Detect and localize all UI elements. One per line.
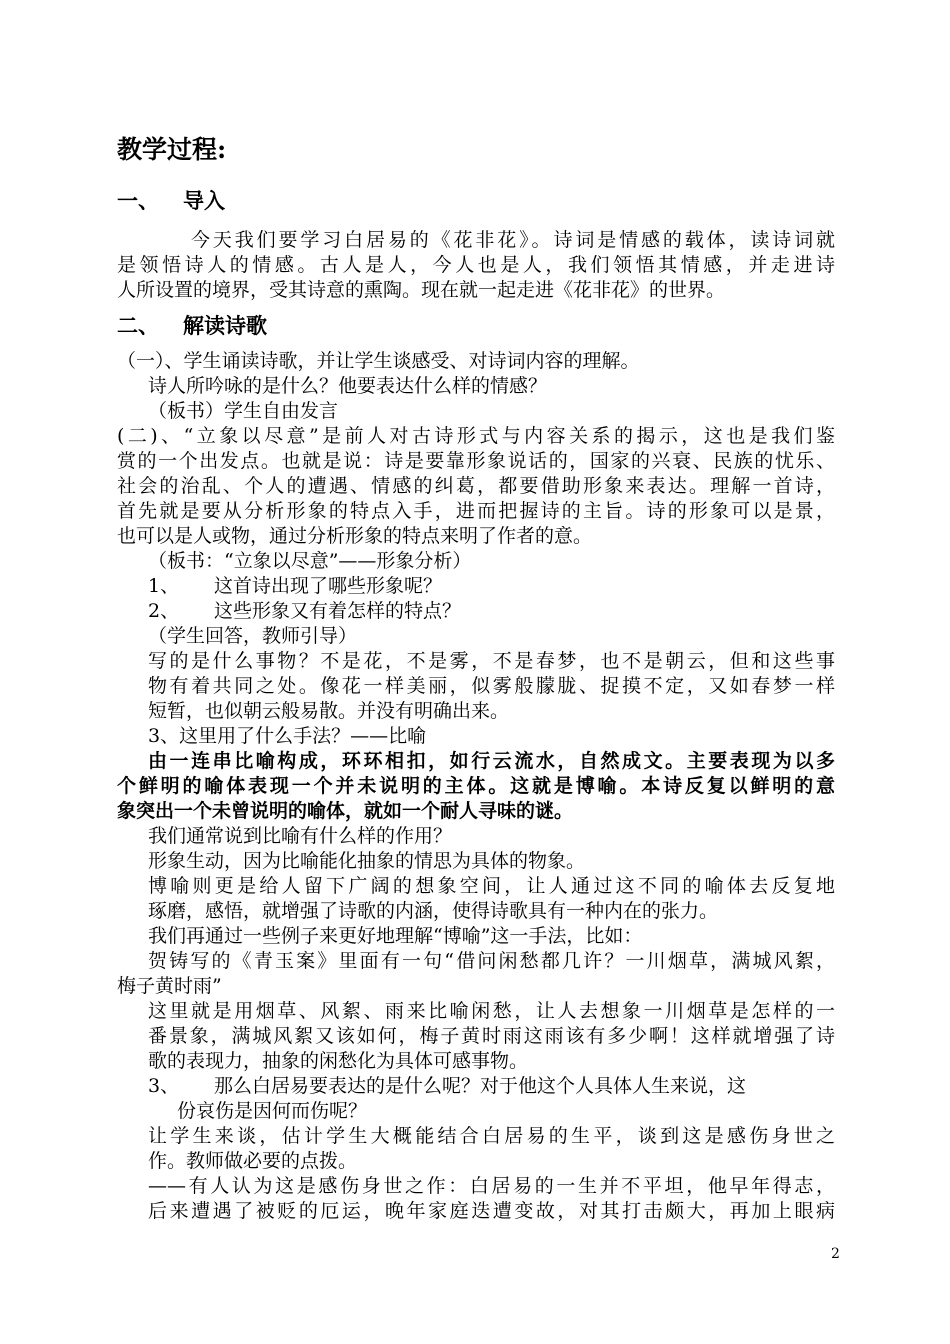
paragraph-line: 也可以是人或物，通过分析形象的特点来明了作者的意。 xyxy=(117,525,593,547)
paragraph-line: 赏的一个出发点。也就是说：诗是要靠形象说话的，国家的兴衰、民族的忧乐、 xyxy=(117,450,835,472)
section-title: 导入 xyxy=(183,188,225,213)
paragraph-line: 这里就是用烟草、风絮、雨来比喻闲愁，让人去想象一川烟草是怎样的一 xyxy=(148,1000,835,1022)
bold-paragraph-line: 象突出一个未曾说明的喻体，就如一个耐人寻味的谜。 xyxy=(117,800,574,822)
section-heading-intro xyxy=(117,186,225,216)
paragraph-line: 份哀伤是因何而伤呢？ xyxy=(177,1100,368,1122)
item-number: 1、 xyxy=(148,575,180,597)
paragraph-line: 形象生动，因为比喻能化抽象的情思为具体的物象。 xyxy=(148,850,586,872)
question-item-1 xyxy=(148,574,442,599)
bold-paragraph-line: 由一连串比喻构成，环环相扣，如行云流水，自然成文。主要表现为以多 xyxy=(148,750,835,772)
section-number: 一、 xyxy=(117,188,159,213)
intro-line-3: 人所设置的境界，受其诗意的熏陶。现在就一起走进《花非花》的世界。 xyxy=(117,279,726,301)
section-heading-reading xyxy=(117,311,267,341)
paragraph-line: （板书：“立象以尽意”——形象分析） xyxy=(148,550,472,572)
intro-line-2: 是领悟诗人的情感。古人是人，今人也是人，我们领悟其情感，并走进诗 xyxy=(117,254,835,276)
paragraph-line: 让学生来谈，估计学生大概能结合白居易的生平，谈到这是感伤身世之 xyxy=(148,1125,835,1147)
paragraph-line: 物有着共同之处。像花一样美丽，似雾般朦胧、捉摸不定，又如春梦一样 xyxy=(148,675,835,697)
item-number: 3、 xyxy=(148,1075,180,1097)
bold-paragraph-line: 个鲜明的喻体表现一个并未说明的主体。这就是博喻。本诗反复以鲜明的意 xyxy=(117,775,835,797)
intro-line-1: 今天我们要学习白居易的《花非花》。诗词是情感的载体，读诗词就 xyxy=(191,229,835,251)
paragraph-line: 琢磨，感悟，就增强了诗歌的内涵，使得诗歌具有一种内在的张力。 xyxy=(148,900,719,922)
paragraph-line: 我们再通过一些例子来更好地理解“博喻”这一手法，比如： xyxy=(148,925,643,947)
paragraph-line: （一）、学生诵读诗歌，并让学生谈感受、对诗词内容的理解。 xyxy=(117,350,640,372)
paragraph-line: (二)、“立象以尽意”是前人对古诗形式与内容关系的揭示，这也是我们鉴 xyxy=(117,425,835,447)
paragraph-line: 诗人所吟咏的是什么？他要表达什么样的情感？ xyxy=(148,375,548,397)
paragraph-line: 番景象，满城风絮又该如何，梅子黄时雨这雨该有多少啊！这样就增强了诗 xyxy=(148,1025,835,1047)
paragraph-line: 社会的治乱、个人的遭遇、情感的纠葛，都要借助形象来表达。理解一首诗， xyxy=(117,475,835,497)
page-title: 教学过程: xyxy=(117,135,227,164)
paragraph-line: 首先就是要从分析形象的特点入手，进而把握诗的主旨。诗的形象可以是景， xyxy=(117,500,835,522)
item-text: 那么白居易要表达的是什么呢？对于他这个人具体人生来说，这 xyxy=(214,1075,747,1097)
section-title: 解读诗歌 xyxy=(183,313,267,338)
paragraph-line: 歌的表现力，抽象的闲愁化为具体可感事物。 xyxy=(148,1050,529,1072)
paragraph-line: 3、这里用了什么手法？——比喻 xyxy=(148,725,427,747)
paragraph-line: （学生回答，教师引导） xyxy=(148,625,358,647)
paragraph-line: 贺铸写的《青玉案》里面有一句“借问闲愁都几许？一川烟草，满城风絮， xyxy=(148,950,835,972)
paragraph-line: 短暂，也似朝云般易散。并没有明确出来。 xyxy=(148,700,510,722)
item-number: 2、 xyxy=(148,600,180,622)
section-number: 二、 xyxy=(117,313,159,338)
paragraph-line: （板书）学生自由发言 xyxy=(148,400,339,422)
item-text: 这首诗出现了哪些形象呢？ xyxy=(214,575,443,597)
question-item-3 xyxy=(148,1074,746,1099)
paragraph-line: 梅子黄时雨” xyxy=(117,975,222,997)
paragraph-line: ——有人认为这是感伤身世之作：白居易的一生并不平坦，他早年得志， xyxy=(148,1175,835,1197)
paragraph-line: 后来遭遇了被贬的厄运，晚年家庭迭遭变故，对其打击颇大，再加上眼病 xyxy=(148,1200,835,1222)
paragraph-line: 写的是什么事物？不是花，不是雾，不是春梦，也不是朝云，但和这些事 xyxy=(148,650,835,672)
paragraph-line: 作。教师做必要的点拨。 xyxy=(148,1150,358,1172)
paragraph-line: 博喻则更是给人留下广阔的想象空间，让人通过这不同的喻体去反复地 xyxy=(148,875,835,897)
page-number: 2 xyxy=(831,1246,840,1262)
item-text: 这些形象又有着怎样的特点？ xyxy=(214,600,462,622)
paragraph-line: 我们通常说到比喻有什么样的作用？ xyxy=(148,825,453,847)
question-item-2 xyxy=(148,599,461,624)
